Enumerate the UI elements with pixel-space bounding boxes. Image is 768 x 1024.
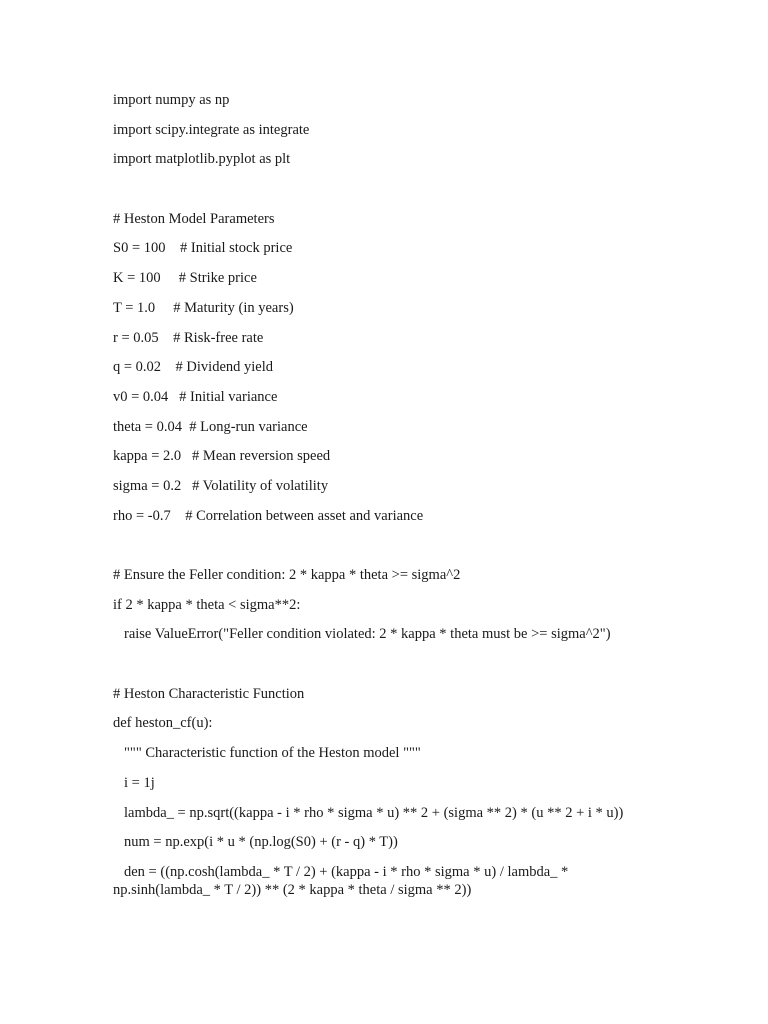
code-line: theta = 0.04 # Long-run variance — [113, 418, 308, 435]
code-line: r = 0.05 # Risk-free rate — [113, 329, 264, 346]
blank-line — [113, 536, 733, 554]
code-line: K = 100 # Strike price — [113, 270, 257, 287]
code-line: import scipy.integrate as integrate — [113, 121, 310, 138]
code-line: num = np.exp(i * u * (np.log(S0) + (r - q) * T)) — [124, 834, 398, 851]
code-line: v0 = 0.04 # Initial variance — [113, 388, 278, 405]
code-line: lambda_ = np.sqrt((kappa - i * rho * sigma * u) ** 2 + (sigma ** 2) * (u ** 2 + i * u)) — [124, 804, 624, 821]
code-line: def heston_cf(u): — [113, 715, 213, 732]
code-comment-line: # Heston Characteristic Function — [113, 685, 305, 702]
code-line: kappa = 2.0 # Mean reversion speed — [113, 448, 331, 465]
code-line: S0 = 100 # Initial stock price — [113, 240, 293, 257]
code-docstring-line: """ Characteristic function of the Heston model """ — [124, 745, 421, 762]
code-line: i = 1j — [124, 774, 155, 791]
code-line: import numpy as np — [113, 92, 230, 108]
code-comment-line: # Heston Model Parameters — [113, 210, 275, 227]
blank-line — [113, 180, 733, 198]
code-line: import matplotlib.pyplot as plt — [113, 151, 291, 168]
code-line: den = ((np.cosh(lambda_ * T / 2) + (kappa - i * rho * sigma * u) / lambda_ * — [124, 863, 569, 880]
code-line: sigma = 0.2 # Volatility of volatility — [113, 477, 329, 494]
code-line: raise ValueError("Feller condition violated: 2 * kappa * theta must be >= sigma^2") — [124, 626, 611, 643]
code-line-continuation: np.sinh(lambda_ * T / 2)) ** (2 * kappa * theta / sigma ** 2)) — [113, 881, 472, 898]
blank-line — [113, 655, 733, 673]
code-comment-line: # Ensure the Feller condition: 2 * kappa * theta >= sigma^2 — [113, 567, 461, 583]
code-listing — [113, 91, 733, 911]
code-line: q = 0.02 # Dividend yield — [113, 359, 274, 376]
code-line: if 2 * kappa * theta < sigma**2: — [113, 596, 301, 613]
code-line: rho = -0.7 # Correlation between asset and variance — [113, 507, 424, 524]
code-line: T = 1.0 # Maturity (in years) — [113, 299, 294, 316]
